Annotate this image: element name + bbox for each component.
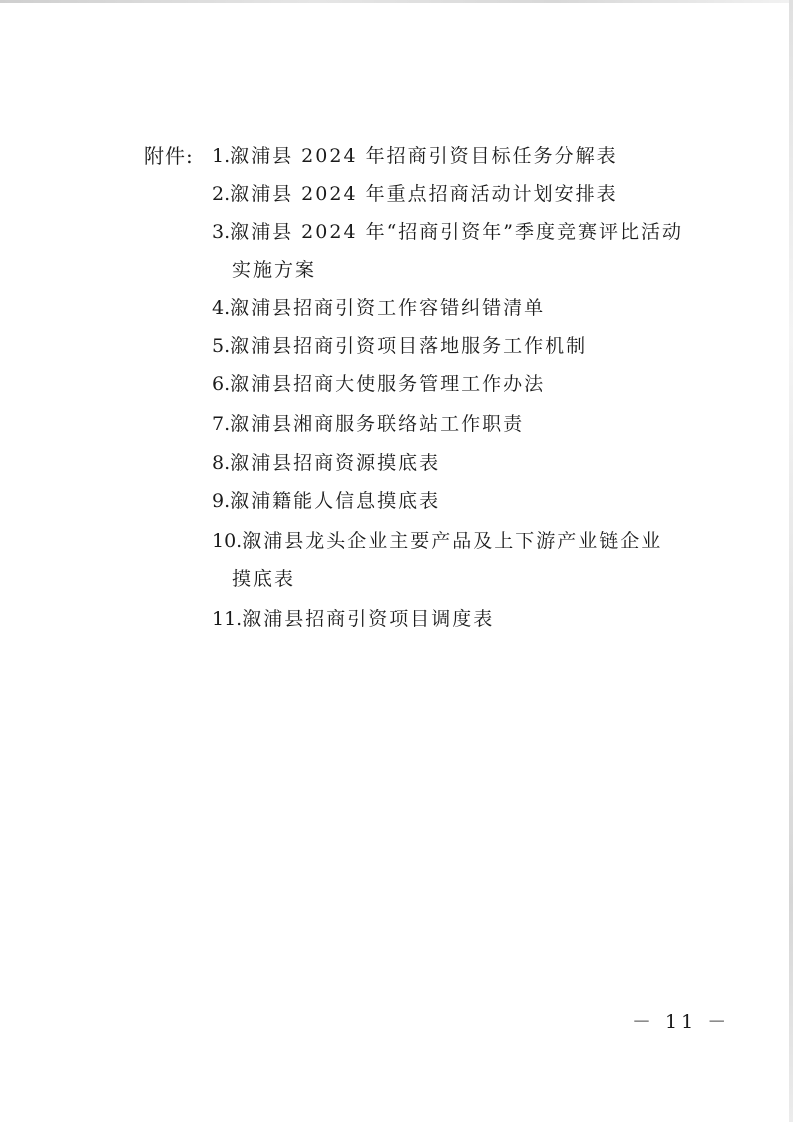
attachment-title: 溆浦县湘商服务联络站工作职责 (230, 413, 525, 435)
attachment-title-continuation: 摸底表 (232, 568, 296, 590)
attachment-number: 11. (212, 608, 243, 630)
attachment-title-continuation: 实施方案 (232, 259, 317, 281)
attachment-item-10 (212, 527, 662, 555)
attachment-item-4 (212, 294, 545, 322)
attachment-number: 10. (212, 530, 243, 552)
attachment-number: 2. (212, 183, 231, 205)
attachment-title: 溆浦县 2024 年招商引资目标任务分解表 (230, 145, 618, 167)
attachment-title: 溆浦县 2024 年“招商引资年”季度竞赛评比活动 (230, 221, 684, 243)
attachment-number: 4. (212, 297, 231, 319)
page-number: － 11 － (632, 1011, 731, 1033)
attachment-item-11 (212, 605, 494, 633)
attachment-title: 溆浦县龙头企业主要产品及上下游产业链企业 (242, 530, 663, 552)
attachments-label: 附件: (144, 144, 194, 168)
attachment-number: 7. (212, 413, 231, 435)
attachment-title: 溆浦县招商引资项目落地服务工作机制 (230, 335, 588, 357)
attachment-title: 溆浦县 2024 年重点招商活动计划安排表 (230, 183, 618, 205)
attachment-title: 溆浦县招商引资工作容错纠错清单 (230, 297, 546, 319)
attachment-item-2 (212, 180, 618, 208)
attachment-number: 9. (212, 490, 231, 512)
attachment-title: 溆浦县招商引资项目调度表 (242, 608, 495, 630)
attachment-item-8 (212, 449, 440, 477)
attachment-item-5 (212, 332, 587, 360)
attachment-item-6 (212, 370, 545, 398)
attachment-number: 3. (212, 221, 231, 243)
attachment-item-3 (212, 218, 683, 246)
attachment-number: 6. (212, 373, 231, 395)
attachment-number: 5. (212, 335, 231, 357)
attachment-title: 溆浦籍能人信息摸底表 (230, 490, 441, 512)
attachment-title: 溆浦县招商资源摸底表 (230, 452, 441, 474)
attachment-item-7 (212, 410, 524, 438)
attachment-item-9 (212, 487, 440, 515)
attachment-number: 8. (212, 452, 231, 474)
attachment-number: 1. (212, 145, 231, 167)
attachment-item-1 (212, 142, 618, 170)
attachment-title: 溆浦县招商大使服务管理工作办法 (230, 373, 546, 395)
